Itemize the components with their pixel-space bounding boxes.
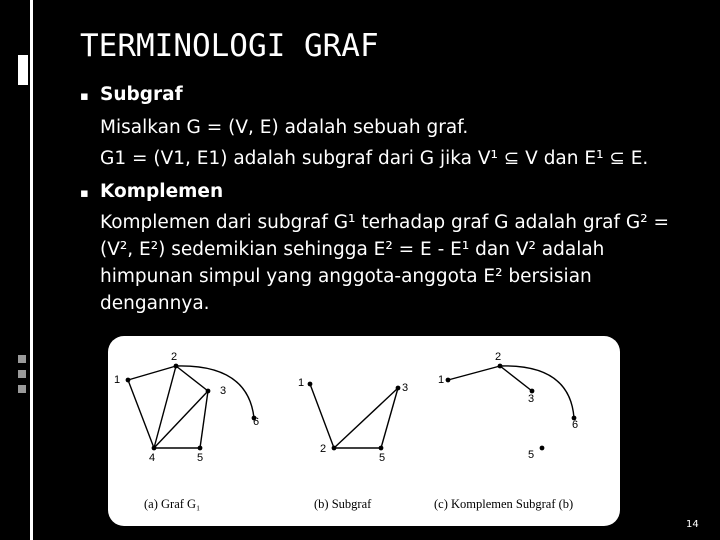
node-label-b5: 5	[379, 452, 386, 464]
komplemen-line-3: himpunan simpul yang anggota-anggota E² bersisian	[100, 266, 592, 287]
bullet-heading-subgraf: Subgraf	[100, 84, 183, 105]
graph-figure	[108, 336, 620, 526]
node-label-a5: 5	[197, 452, 204, 464]
komplemen-line-4: dengannya.	[100, 293, 210, 314]
node-label-c1: 1	[438, 374, 445, 386]
node-label-a4: 4	[149, 452, 156, 464]
deco-square-3	[18, 385, 26, 393]
node-label-c2: 2	[495, 351, 502, 363]
slide-title: TERMINOLOGI GRAF	[80, 28, 379, 64]
bullet-heading-komplemen: Komplemen	[100, 181, 224, 202]
node-label-a3: 3	[220, 385, 227, 397]
node-label-c3: 3	[528, 393, 535, 405]
square-bullet-icon: ▪	[80, 186, 89, 201]
caption-graf: (a) Graf G₁	[144, 497, 201, 511]
deco-square-1	[18, 355, 26, 363]
node-label-c5: 5	[528, 449, 535, 461]
title-marker	[18, 55, 28, 85]
node-label-b3: 3	[402, 382, 409, 394]
caption-subgraf: (b) Subgraf	[314, 497, 372, 511]
node-label-a2: 2	[171, 351, 178, 363]
graph-figure-svg	[108, 336, 620, 526]
square-bullet-icon: ▪	[80, 89, 89, 104]
node-label-a1: 1	[114, 374, 121, 386]
node-label-a6: 6	[253, 416, 260, 428]
node-label-b2: 2	[320, 443, 327, 455]
subgraf-line-1: Misalkan G = (V, E) adalah sebuah graf.	[100, 117, 469, 138]
deco-square-2	[18, 370, 26, 378]
komplemen-line-1: Komplemen dari subgraf G¹ terhadap graf G adalah graf G² =	[100, 212, 670, 233]
vertical-stripe	[30, 0, 33, 540]
node-label-c6: 6	[572, 419, 579, 431]
subgraf-line-2: G1 = (V1, E1) adalah subgraf dari G jika V¹ ⊆ V dan E¹ ⊆ E.	[100, 148, 649, 169]
caption-komplemen: (c) Komplemen Subgraf (b)	[434, 497, 574, 511]
komplemen-line-2: (V², E²) sedemikian sehingga E² = E - E¹ dan V² adalah	[100, 239, 605, 260]
page-number: 14	[686, 519, 699, 530]
node-label-b1: 1	[298, 377, 305, 389]
